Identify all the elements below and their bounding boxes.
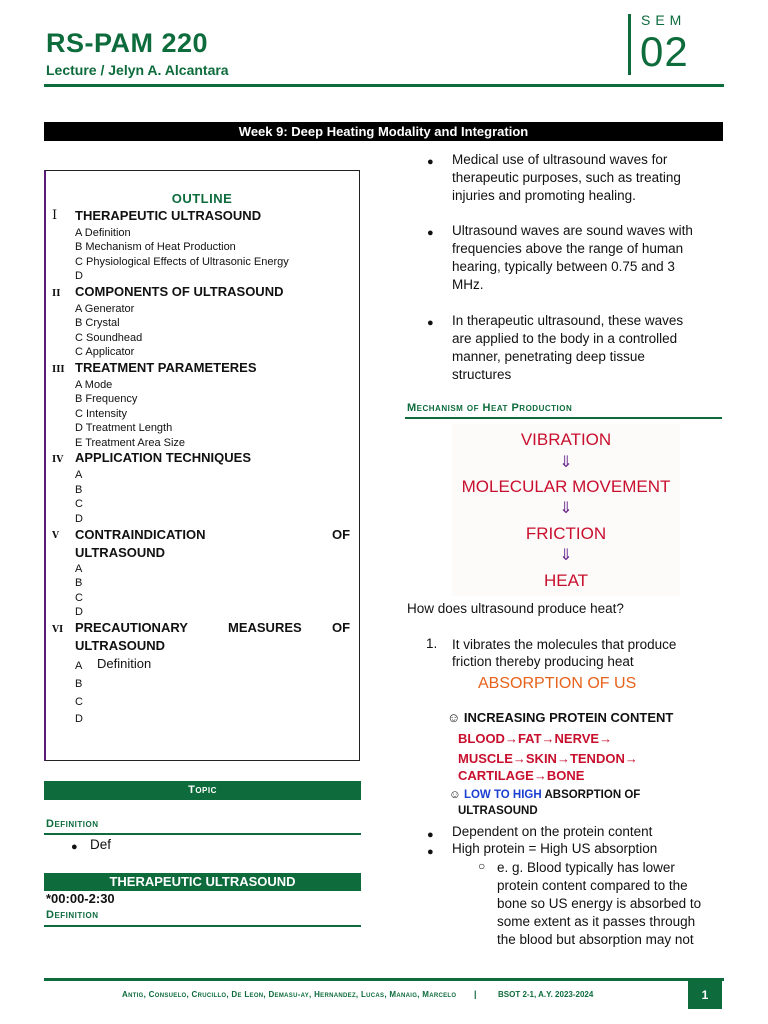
- outline-item: A Definition: [75, 227, 131, 239]
- page-number: 1: [688, 981, 722, 1009]
- outline-item: C Soundhead: [75, 332, 143, 344]
- section-bar: THERAPEUTIC ULTRASOUND: [44, 873, 361, 891]
- bullet-line: structures: [452, 367, 512, 382]
- absorption-increasing: [447, 710, 673, 725]
- diagram-step-heat: HEAT: [543, 571, 589, 590]
- outline-section-title: APPLICATION TECHNIQUES: [75, 450, 251, 465]
- outline-item: B Frequency: [75, 393, 138, 405]
- mechanism-rule: [405, 417, 722, 419]
- question: How does ultrasound produce heat?: [407, 601, 624, 616]
- outline-item: D: [75, 513, 83, 525]
- outline-item: D: [75, 713, 83, 725]
- outline-section-title: OF: [332, 620, 351, 635]
- outline-item: Definition: [97, 656, 152, 671]
- bullet-line: are applied to the body in a controlled: [452, 331, 678, 346]
- absorption-chain: MUSCLE→SKIN→TENDON→: [458, 751, 638, 766]
- sem-divider: [628, 14, 631, 75]
- outline-section-title: OF: [332, 527, 351, 542]
- definition-heading: Definition: [46, 909, 99, 921]
- bullet-protein: Dependent on the protein content: [452, 824, 653, 839]
- absorption-chain: BLOOD→FAT→NERVE→: [458, 731, 613, 746]
- outline-item: D Treatment Length: [75, 422, 173, 434]
- outline-section-title: PRECAUTIONARY: [75, 620, 188, 635]
- outline-item: C: [75, 592, 83, 604]
- outline-item: D: [75, 270, 83, 282]
- footer-section: BSOT 2-1, A.Y. 2023-2024: [498, 990, 594, 999]
- course-code: RS-PAM 220: [46, 28, 209, 58]
- sem-label: SEM: [641, 12, 687, 28]
- footer-separator: |: [474, 989, 477, 999]
- outline-item: C Applicator: [75, 346, 135, 358]
- outline-num-4: IV: [52, 455, 64, 465]
- outline-section-title: THERAPEUTIC ULTRASOUND: [75, 208, 262, 223]
- bullet-dot: ●: [71, 841, 78, 853]
- numbered-line: It vibrates the molecules that produce: [452, 637, 677, 652]
- outline-item: C Intensity: [75, 408, 127, 420]
- bullet-dot: ●: [427, 156, 434, 168]
- sub-bullet-line: e. g. Blood typically has lower: [497, 860, 675, 875]
- outline-section-title: ULTRASOUND: [75, 638, 166, 653]
- bullet-line: therapeutic purposes, such as treating: [452, 170, 681, 185]
- bullet-line-justified: [452, 348, 722, 366]
- outline-num-2: II: [52, 289, 61, 299]
- numbered-marker: 1.: [426, 636, 438, 651]
- sub-bullet-line: some extent as it passes through: [497, 914, 696, 929]
- definition-heading: Definition: [46, 818, 99, 830]
- timestamp: *00:00-2:30: [46, 891, 115, 906]
- absorption-of: ABSORPTION OF: [541, 789, 641, 801]
- outline-item: C Physiological Effects of Ultrasonic Energy: [75, 256, 289, 268]
- bullet-line: MHz.: [452, 277, 484, 292]
- footer-authors: Antig, Consuelo, Crucillo, De Leon, Demasu-ay, Hernandez, Lucas, Manaig, Marcelo: [122, 990, 457, 999]
- outline-section-title: COMPONENTS OF ULTRASOUND: [75, 284, 284, 299]
- outline-item: B: [75, 577, 83, 589]
- outline-item: A Generator: [75, 303, 135, 315]
- footer-rule: [44, 978, 724, 981]
- outline-item: C: [75, 696, 83, 708]
- sub-bullet-line: bone so US energy is absorbed to: [497, 896, 702, 911]
- outline-item: A: [75, 563, 83, 575]
- outline-item: A: [75, 469, 83, 481]
- absorption-low-high: [449, 789, 640, 801]
- sub-bullet-line: protein content compared to the: [497, 878, 688, 893]
- numbered-line: friction thereby producing heat: [452, 654, 634, 669]
- bullet-line: manner, penetrating deep tissue: [452, 349, 645, 364]
- outline-section-title: TREATMENT PARAMETERES: [75, 360, 257, 375]
- lecture-subtitle: Lecture / Jelyn A. Alcantara: [46, 62, 229, 78]
- bullet-line: Medical use of ultrasound waves for: [452, 152, 668, 167]
- sub-bullet-circle: ○: [478, 859, 486, 873]
- bullet-line: frequencies above the range of human: [452, 241, 684, 256]
- outline-item: C: [75, 498, 83, 510]
- bullet-dot: ●: [427, 829, 434, 841]
- bullet-line: injuries and promoting healing.: [452, 188, 636, 203]
- down-arrow-icon: ⇓: [559, 547, 573, 564]
- bullet-dot: ●: [427, 227, 434, 239]
- low-to-high: LOW TO HIGH: [463, 789, 542, 801]
- down-arrow-icon: ⇓: [559, 500, 573, 517]
- diagram-step-molecular: MOLECULAR MOVEMENT: [461, 477, 671, 496]
- week-title-bar: Week 9: Deep Heating Modality and Integration: [44, 122, 723, 141]
- outline-section-title: CONTRAINDICATION: [75, 527, 206, 542]
- outline-num-1: I: [52, 208, 58, 223]
- outline-item: B Crystal: [75, 317, 120, 329]
- down-arrow-icon: ⇓: [559, 454, 573, 471]
- outline-item: A: [75, 660, 83, 672]
- outline-section-title: ULTRASOUND: [75, 545, 166, 560]
- outline-item: B Mechanism of Heat Production: [75, 241, 236, 253]
- def-bullet: Def: [90, 837, 112, 852]
- bullet-high: High protein = High US absorption: [452, 841, 658, 856]
- outline-num-6: VI: [52, 625, 64, 635]
- absorption-title: ABSORPTION OF US: [478, 675, 637, 692]
- smile-icon: ☺: [447, 710, 461, 725]
- outline-item: A Mode: [75, 379, 113, 391]
- diagram-step-friction: FRICTION: [525, 524, 607, 543]
- definition-rule: [44, 925, 361, 927]
- outline-title: OUTLINE: [171, 191, 233, 206]
- diagram-step-vibration: VIBRATION: [520, 430, 612, 449]
- outline-item: D: [75, 606, 83, 618]
- absorption-chain: CARTILAGE→BONE: [458, 768, 585, 783]
- outline-item: E Treatment Area Size: [75, 437, 186, 449]
- bullet-dot: ●: [427, 317, 434, 329]
- bullet-line: hearing, typically between 0.75 and 3: [452, 259, 675, 274]
- bullet-line: In therapeutic ultrasound, these waves: [452, 313, 684, 328]
- smile-icon: ☺: [449, 789, 461, 801]
- outline-item: B: [75, 678, 83, 690]
- bullet-line: Ultrasound waves are sound waves with: [452, 223, 693, 238]
- sem-number: 02: [640, 28, 689, 75]
- absorption-ultrasound: ULTRASOUND: [458, 805, 538, 817]
- outline-num-5: V: [52, 531, 59, 541]
- definition-rule: [44, 833, 361, 835]
- increasing-text: INCREASING PROTEIN CONTENT: [463, 710, 674, 725]
- sub-bullet-line: the blood but absorption may not: [497, 932, 694, 947]
- outline-item: B: [75, 484, 83, 496]
- topic-bar: Topic: [44, 781, 361, 800]
- bullet-dot: ●: [427, 846, 434, 858]
- mechanism-heading: Mechanism of Heat Production: [407, 402, 573, 414]
- outline-section-title: MEASURES: [228, 620, 302, 635]
- outline-num-3: III: [52, 365, 65, 375]
- header-rule: [44, 84, 724, 87]
